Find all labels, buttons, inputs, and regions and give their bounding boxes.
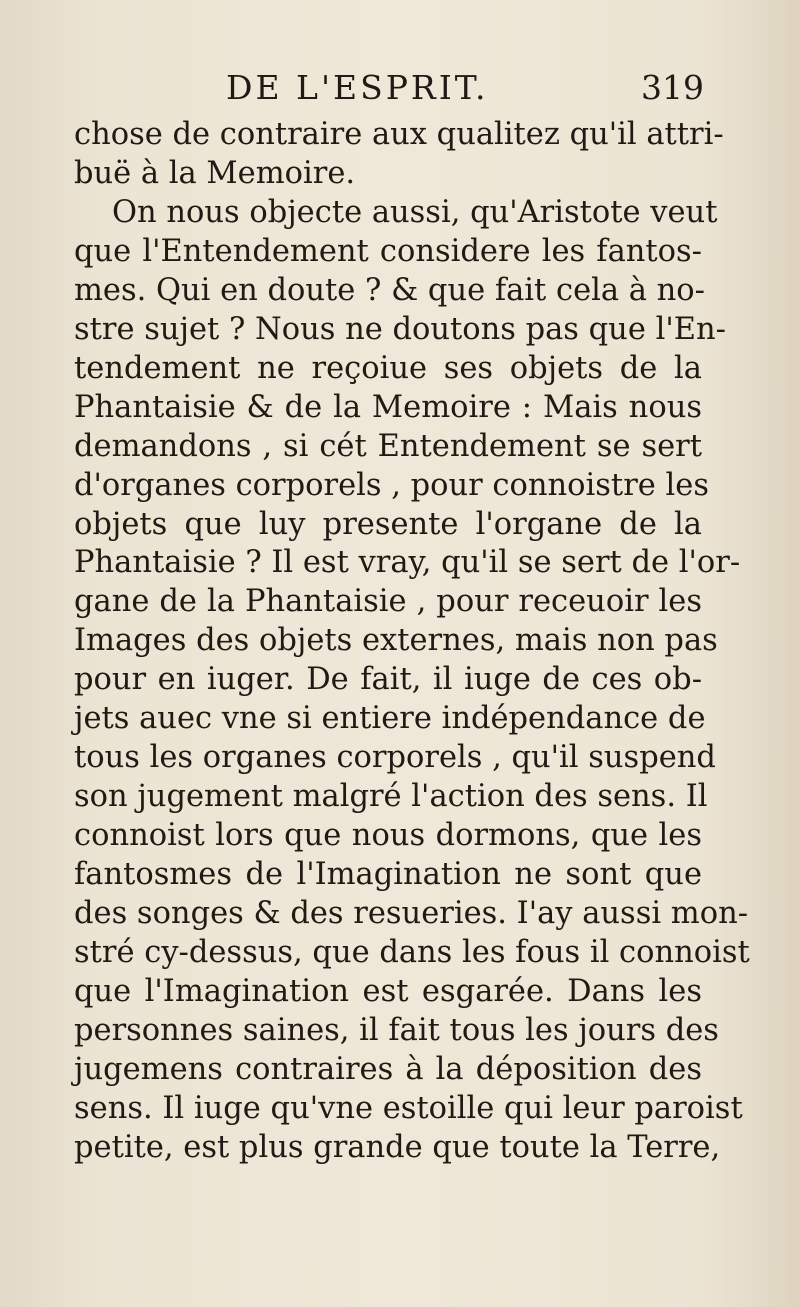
text-line: Phantaisie & de la Memoire : Mais nous bbox=[74, 389, 702, 425]
text-line: d'organes corporels , pour connoistre les bbox=[74, 467, 709, 503]
text-line: mes. Qui en doute ? & que fait cela à no- bbox=[74, 272, 705, 308]
text-line: demandons , si cét Entendement se sert bbox=[74, 428, 702, 464]
text-line: stre sujet ? Nous ne doutons pas que l'En- bbox=[74, 311, 726, 347]
text-line: pour en iuger. De fait, il iuge de ces ob- bbox=[74, 662, 702, 698]
text-line: sens. Il iuge qu'vne estoille qui leur paroist bbox=[74, 1090, 743, 1126]
text-line: On nous objecte aussi, qu'Aristote veut bbox=[112, 194, 718, 230]
text-line: personnes saines, il fait tous les jours des bbox=[74, 1012, 719, 1048]
text-line: tous les organes corporels , qu'il suspend bbox=[74, 740, 716, 776]
text-line: Images des objets externes, mais non pas bbox=[74, 623, 718, 659]
text-line: gane de la Phantaisie , pour receuoir les bbox=[74, 584, 702, 620]
text-line: buë à la Memoire. bbox=[74, 155, 356, 191]
text-line: tendement ne reçoiue ses objets de la bbox=[74, 350, 702, 386]
text-line: connoist lors que nous dormons, que les bbox=[74, 818, 702, 854]
text-line: chose de contraire aux qualitez qu'il attri- bbox=[74, 117, 724, 152]
text-line: petite, est plus grande que toute la Terre, bbox=[74, 1129, 721, 1165]
body-text bbox=[74, 116, 750, 1168]
text-line: son jugement malgré l'action des sens. Il bbox=[74, 779, 708, 815]
text-line: stré cy-dessus, que dans les fous il connoist bbox=[74, 935, 750, 971]
text-line: jugemens contraires à la déposition des bbox=[74, 1051, 702, 1087]
text-line: que l'Imagination est esgarée. Dans les bbox=[74, 973, 702, 1009]
text-line: des songes & des resueries. I'ay aussi mon- bbox=[74, 896, 749, 932]
text-line: objets que luy presente l'organe de la bbox=[74, 506, 702, 542]
text-line: que l'Entendement considere les fantos- bbox=[74, 233, 702, 269]
running-title: DE L'ESPRIT. bbox=[226, 68, 489, 107]
text-line: Phantaisie ? Il est vray, qu'il se sert de l'or- bbox=[74, 545, 741, 581]
text-line: fantosmes de l'Imagination ne sont que bbox=[74, 857, 702, 893]
text-line: jets auec vne si entiere indépendance de bbox=[74, 701, 706, 737]
page-number: 319 bbox=[641, 68, 704, 107]
page-header bbox=[226, 68, 704, 112]
